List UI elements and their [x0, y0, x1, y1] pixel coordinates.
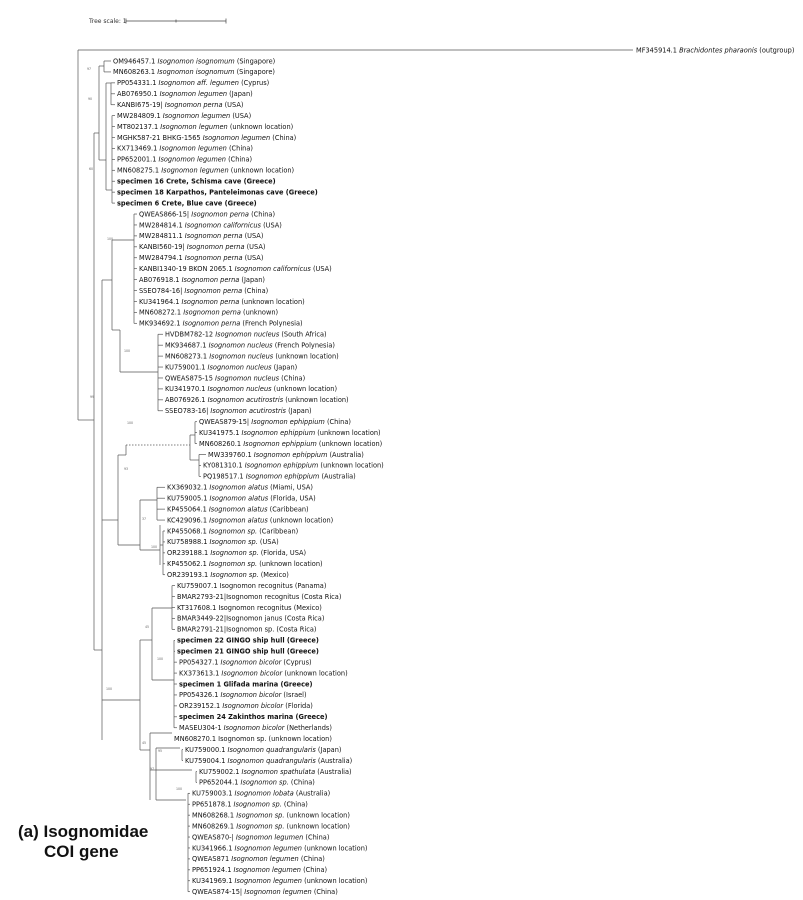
tip-label: KT317608.1 Isognomon recognitus (Mexico) [177, 603, 322, 612]
tip-label: specimen 18 Karpathos, Panteleimonas cave (Greece) [117, 188, 318, 197]
panel-label-line1: (a) Isognomidae [18, 822, 149, 841]
tip-label: KP455068.1 Isognomon sp. (Caribbean) [167, 527, 299, 536]
panel-label-line2: COI gene [44, 842, 119, 861]
tip-label: PP651924.1 Isognomon legumen (China) [192, 866, 328, 875]
tree-scale-label: Tree scale: 1 [89, 18, 127, 25]
tip-label: MN608273.1 Isognomon nucleus (unknown location) [165, 352, 339, 361]
bootstrap-value: 99 [90, 395, 95, 399]
tip-label: specimen 21 GINGO ship hull (Greece) [177, 647, 319, 656]
tip-label: KU759005.1 Isognomon alatus (Florida, USA) [167, 494, 316, 503]
tip-label: OR239193.1 Isognomon sp. (Mexico) [167, 571, 289, 580]
tip-label: KU758988.1 Isognomon sp. (USA) [167, 538, 279, 547]
tip-label: KU759007.1 Isognomon recognitus (Panama) [177, 581, 327, 590]
tip-label: KP455064.1 Isognomon alatus (Caribbean) [167, 505, 309, 514]
tip-label: KP455062.1 Isognomon sp. (unknown location) [167, 560, 323, 569]
bootstrap-value: 100 [127, 421, 134, 425]
bootstrap-value: 90 [88, 97, 93, 101]
tip-label: KANBI675-19| Isognomon perna (USA) [117, 101, 244, 110]
tip-label: AB076918.1 Isognomon perna (Japan) [139, 275, 265, 284]
bootstrap-value: 100 [157, 657, 164, 661]
tip-label: MN608269.1 Isognomon sp. (unknown location) [192, 822, 350, 831]
tip-label: KX369032.1 Isognomon alatus (Miami, USA) [167, 483, 313, 492]
tip-label: PP054326.1 Isognomon bicolor (Israel) [179, 691, 307, 700]
bootstrap-value: 93 [124, 467, 129, 471]
tip-label: BMAR2793-21|Isognomon recognitus (Costa Rica) [177, 592, 342, 601]
tip-label: SSEO783-16| Isognomon acutirostris (Japan) [165, 407, 312, 416]
tip-label: KX373613.1 Isognomon bicolor (unknown location) [179, 669, 348, 678]
tip-label: QWEAS874-15| Isognomon legumen (China) [192, 887, 338, 896]
tip-label: KANBI1340-19 BKON 2065.1 Isognomon californicus (USA) [139, 264, 332, 273]
tip-label: KX713469.1 Isognomon legumen (China) [117, 144, 253, 153]
tip-label: OM946457.1 Isognomon isognomum (Singapore) [113, 57, 276, 66]
tip-label: KANBI560-19| Isognomon perna (USA) [139, 243, 266, 252]
tip-label: KY081310.1 Isognomon ephippium (unknown location) [203, 461, 384, 470]
tip-label: MN608268.1 Isognomon sp. (unknown location) [192, 811, 350, 820]
bootstrap-value: 45 [145, 625, 150, 629]
tip-label: KU759003.1 Isognomon lobata (Australia) [192, 789, 331, 798]
tip-label: KU341970.1 Isognomon nucleus (unknown location) [165, 385, 338, 394]
tip-label: specimen 1 Glifada marina (Greece) [179, 680, 313, 689]
tip-label: MK934692.1 Isognomon perna (French Polynesia) [139, 319, 303, 328]
tip-label: KU341966.1 Isognomon legumen (unknown location) [192, 844, 368, 853]
bootstrap-values [87, 67, 182, 791]
tree-branches [78, 61, 206, 892]
tip-label: MASEU304-1 Isognomon bicolor (Netherlands) [179, 724, 332, 733]
tip-label: QWEAS871 Isognomon legumen (China) [192, 855, 325, 864]
tip-label: PP054331.1 Isognomon aff. legumen (Cyprus) [117, 79, 270, 88]
tip-label: MGHK587-21 BHKG-1565 Isognomon legumen (China) [117, 133, 297, 142]
tip-label: KU759000.1 Isognomon quadrangularis (Japan) [185, 745, 342, 754]
bootstrap-value: 97 [150, 767, 155, 771]
panel-label [18, 822, 218, 862]
tip-label: MW284794.1 Isognomon perna (USA) [139, 254, 264, 263]
bootstrap-value: 100 [106, 687, 113, 691]
tip-label: QWEAS879-15| Isognomon ephippium (China) [199, 417, 351, 426]
tip-label: MW339760.1 Isognomon ephippium (Australia) [208, 450, 364, 459]
tip-label: KU759002.1 Isognomon spathulata (Australia) [199, 767, 352, 776]
tip-label: QWEAS866-15| Isognomon perna (China) [139, 210, 276, 219]
tip-label: MK934687.1 Isognomon nucleus (French Polynesia) [165, 341, 335, 350]
bootstrap-value: 100 [107, 237, 114, 241]
bootstrap-value: 37 [142, 517, 147, 521]
tip-label: MN608275.1 Isognomon legumen (unknown location) [117, 166, 295, 175]
tip-label: HVDBM782-12 Isognomon nucleus (South Africa) [165, 330, 327, 339]
tip-label: KC429096.1 Isognomon alatus (unknown location) [167, 516, 334, 525]
tip-label: KU759004.1 Isognomon quadrangularis (Australia) [185, 756, 353, 765]
tip-label: KU341964.1 Isognomon perna (unknown location) [139, 297, 305, 306]
tip-label: MN608272.1 Isognomon perna (unknown) [139, 308, 279, 317]
tip-label: BMAR3449-22|Isognomon janus (Costa Rica) [177, 614, 325, 623]
tip-label: MW284814.1 Isognomon californicus (USA) [139, 221, 282, 230]
tip-label: OR239152.1 Isognomon bicolor (Florida) [179, 702, 313, 711]
tip-label: QWEAS875-15 Isognomon nucleus (China) [165, 374, 306, 383]
bootstrap-value: 100 [151, 545, 158, 549]
bootstrap-value: 60 [89, 167, 94, 171]
bootstrap-value: 100 [124, 349, 131, 353]
tree-scale [88, 18, 226, 25]
tip-label: AB076950.1 Isognomon legumen (Japan) [117, 90, 253, 99]
tip-label: MN608263.1 Isognomon isognomum (Singapore) [113, 68, 275, 77]
bootstrap-value: 95 [158, 749, 163, 753]
tip-label: MN608270.1 Isognomon sp. (unknown location) [174, 734, 332, 743]
bootstrap-value: 97 [87, 67, 92, 71]
bootstrap-value: 100 [176, 787, 183, 791]
tip-label: KU341969.1 Isognomon legumen (unknown location) [192, 877, 368, 886]
tip-label: PP054327.1 Isognomon bicolor (Cyprus) [179, 658, 312, 667]
tip-label: specimen 6 Crete, Blue cave (Greece) [117, 199, 257, 208]
tip-label: specimen 16 Crete, Schisma cave (Greece) [117, 177, 276, 186]
tip-label: KU759001.1 Isognomon nucleus (Japan) [165, 363, 298, 372]
tip-label: MN608260.1 Isognomon ephippium (unknown location) [199, 439, 383, 448]
tip-label: OR239188.1 Isognomon sp. (Florida, USA) [167, 549, 307, 558]
tip-label: KU341975.1 Isognomon ephippium (unknown location) [199, 428, 381, 437]
tip-label: MW284811.1 Isognomon perna (USA) [139, 232, 264, 241]
tip-label: MT802137.1 Isognomon legumen (unknown location) [117, 122, 294, 131]
tip-label: specimen 22 GINGO ship hull (Greece) [177, 636, 319, 645]
tip-label: QWEAS870-| Isognomon legumen (China) [192, 833, 330, 842]
tip-label: BMAR2791-21|Isognomon sp. (Costa Rica) [177, 625, 317, 634]
tip-label: AB076926.1 Isognomon acutirostris (unknown location) [165, 396, 349, 405]
tip-label: PQ198517.1 Isognomon ephippium (Australia) [203, 472, 356, 481]
tip-label: PP652044.1 Isognomon sp. (China) [199, 778, 315, 787]
tip-label: specimen 24 Zakinthos marina (Greece) [179, 713, 328, 722]
tip-label: SSEO784-16| Isognomon perna (China) [139, 286, 269, 295]
outgroup-label: MF345914.1 Brachidontes pharaonis (outgroup) [636, 46, 795, 55]
bootstrap-value: 45 [142, 741, 147, 745]
tip-label: PP651878.1 Isognomon sp. (China) [192, 800, 308, 809]
tip-label: PP652001.1 Isognomon legumen (China) [117, 155, 253, 164]
tip-label: MW284809.1 Isognomon legumen (USA) [117, 111, 252, 120]
